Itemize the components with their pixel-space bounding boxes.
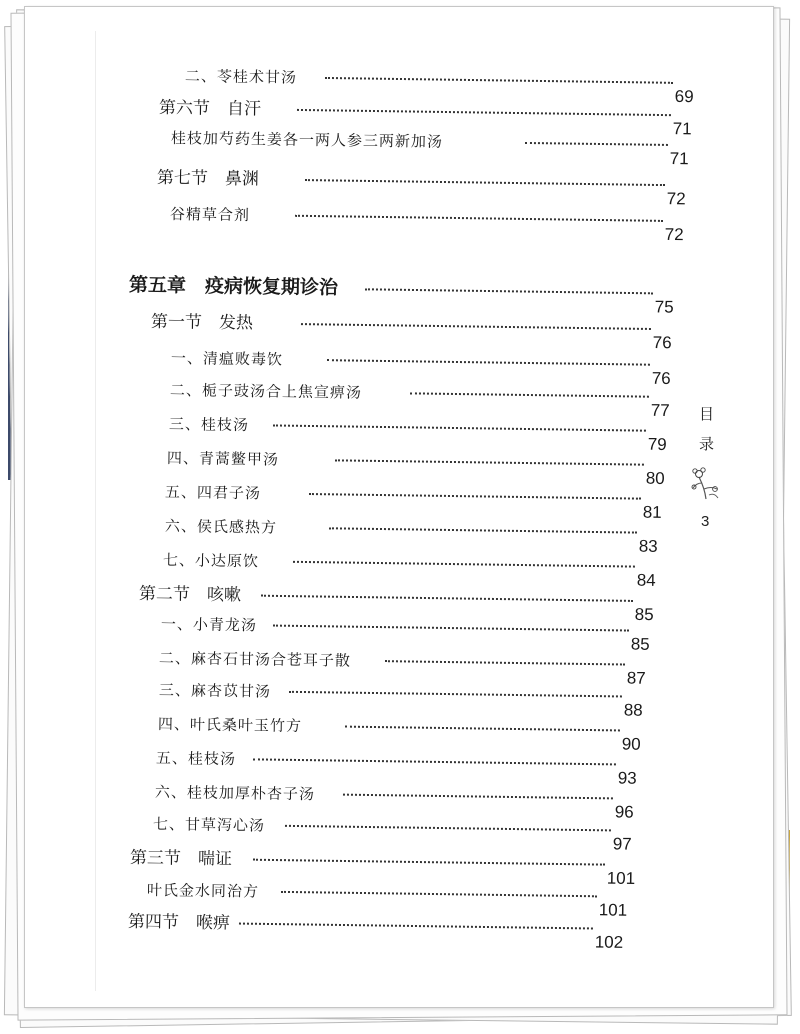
toc-leader-dots	[525, 142, 668, 146]
toc-entry-title: 四、青蒿鳖甲汤	[166, 449, 280, 469]
toc-entry-page: 97	[612, 834, 632, 854]
toc-entry	[184, 65, 713, 107]
toc-entry	[164, 515, 677, 556]
toc-entry-page: 81	[642, 502, 662, 522]
toc-entry-title: 第四节 喉痹	[127, 912, 231, 934]
toc-entry-page: 75	[654, 297, 674, 317]
toc-leader-dots	[285, 825, 611, 832]
sidebar-label-mu: 目	[699, 405, 715, 423]
toc-entry	[170, 127, 708, 169]
toc-entry	[152, 813, 651, 854]
page-gutter	[95, 31, 96, 991]
toc-leader-dots	[297, 109, 671, 116]
toc-entry-title: 七、小达原饮	[162, 551, 260, 571]
toc-entry	[158, 679, 662, 720]
toc-entry	[150, 311, 691, 353]
toc-leader-dots	[301, 323, 651, 330]
toc-entry	[156, 167, 705, 209]
toc-entry	[160, 613, 669, 654]
toc-entry-page: 72	[666, 189, 686, 209]
toc-leader-dots	[295, 215, 663, 222]
toc-leader-dots	[253, 859, 605, 866]
toc-entry-title: 第二节 咳嗽	[138, 584, 242, 606]
toc-entry-page: 71	[672, 119, 692, 139]
toc-leader-dots	[289, 691, 622, 698]
toc-entry-title: 第三节 喘证	[129, 848, 233, 870]
toc-entry-page: 69	[674, 86, 694, 107]
toc-entry-title: 二、苓桂术甘汤	[184, 67, 298, 87]
toc-entry-page: 87	[626, 668, 646, 688]
toc-entry	[166, 447, 684, 488]
toc-entry	[164, 481, 681, 522]
toc-entry-title: 第七节 鼻渊	[156, 168, 260, 190]
toc-leader-dots	[239, 923, 593, 930]
toc-entry-page: 101	[606, 868, 636, 889]
toc-entry-page: 96	[614, 802, 634, 822]
toc-leader-dots	[325, 77, 673, 84]
toc-leader-dots	[273, 424, 646, 431]
page-number: 3	[701, 513, 710, 530]
toc-entry	[169, 379, 689, 420]
toc-entry-title: 三、麻杏苡甘汤	[158, 681, 272, 701]
toc-entry-title: 五、四君子汤	[164, 483, 262, 503]
toc-entry-page: 71	[669, 148, 689, 169]
toc-entry-title: 三、桂枝汤	[168, 415, 250, 435]
sidebar-label-lu: 录	[699, 435, 715, 453]
toc-entry-title: 二、麻杏石甘汤合苍耳子散	[158, 649, 352, 670]
toc-entry	[154, 781, 653, 822]
toc-leader-dots	[253, 758, 616, 765]
toc-entry-page: 77	[650, 400, 670, 420]
toc-entry-page: 101	[598, 900, 628, 920]
toc-entry-title: 四、叶氏桑叶玉竹方	[157, 715, 303, 736]
toc-entry-page: 90	[621, 734, 641, 754]
toc-entry-page: 88	[623, 700, 643, 720]
toc-leader-dots	[261, 595, 633, 602]
toc-entry-page: 85	[630, 634, 650, 654]
toc-entry	[158, 97, 711, 139]
toc-entry	[155, 747, 656, 788]
toc-leader-dots	[410, 392, 649, 397]
toc-leader-dots	[281, 891, 597, 897]
toc-entry-title: 五、桂枝汤	[155, 749, 237, 769]
toc-entry-page: 102	[594, 932, 624, 952]
toc-entry	[168, 413, 686, 454]
toc-entry-page: 72	[664, 224, 684, 245]
toc-entry-page: 83	[638, 536, 658, 556]
toc-entry-page: 76	[651, 368, 671, 388]
toc-entry	[127, 911, 633, 952]
toc-leader-dots	[385, 660, 625, 665]
toc-entry-title: 一、小青龙汤	[160, 615, 258, 635]
toc-leader-dots	[335, 459, 644, 465]
toc-entry-page: 76	[652, 333, 672, 353]
toc-entry-page: 93	[617, 768, 637, 788]
toc-entry	[129, 847, 645, 889]
toc-leader-dots	[345, 726, 620, 732]
toc-entry	[146, 879, 637, 920]
toc-leader-dots	[329, 527, 637, 533]
toc-leader-dots	[327, 359, 650, 366]
toc-entry-title: 桂枝加芍药生姜各一两人参三两新加汤	[170, 129, 444, 151]
toc-entry-page: 80	[645, 468, 665, 488]
toc-entry-title: 第五章 疫病恢复期诊治	[128, 275, 339, 299]
toc-leader-dots	[293, 561, 635, 568]
toc-entry-title: 二、栀子豉汤合上焦宣痹汤	[169, 381, 363, 402]
toc-leader-dots	[309, 493, 641, 500]
toc-entry-title: 第一节 发热	[150, 312, 254, 334]
toc-entry-page: 85	[634, 604, 654, 625]
toc-entry-title: 叶氏金水同治方	[146, 881, 260, 901]
toc-entry-title: 一、清瘟败毒饮	[170, 349, 284, 369]
flower-sprig-icon	[689, 465, 723, 501]
toc-entry-title: 第六节 自汗	[158, 98, 262, 120]
toc-entry	[157, 713, 660, 754]
toc-entry-title: 六、侯氏感热方	[164, 517, 278, 537]
toc-entry	[128, 275, 693, 317]
toc-entry-page: 84	[636, 570, 656, 590]
toc-entry-title: 谷精草合剂	[169, 205, 251, 225]
toc-leader-dots	[365, 288, 653, 294]
toc-entry	[169, 203, 703, 245]
toc-page	[24, 6, 774, 1008]
toc-entry-title: 六、桂枝加厚朴杏子汤	[154, 783, 316, 804]
toc-entry	[170, 347, 690, 388]
toc-entry	[162, 549, 675, 590]
toc-entry-page: 79	[647, 434, 667, 454]
toc-leader-dots	[273, 625, 629, 632]
toc-entry	[158, 647, 665, 688]
toc-leader-dots	[305, 179, 665, 186]
toc-entry-title: 七、甘草泻心汤	[152, 815, 266, 835]
toc-leader-dots	[343, 794, 613, 800]
